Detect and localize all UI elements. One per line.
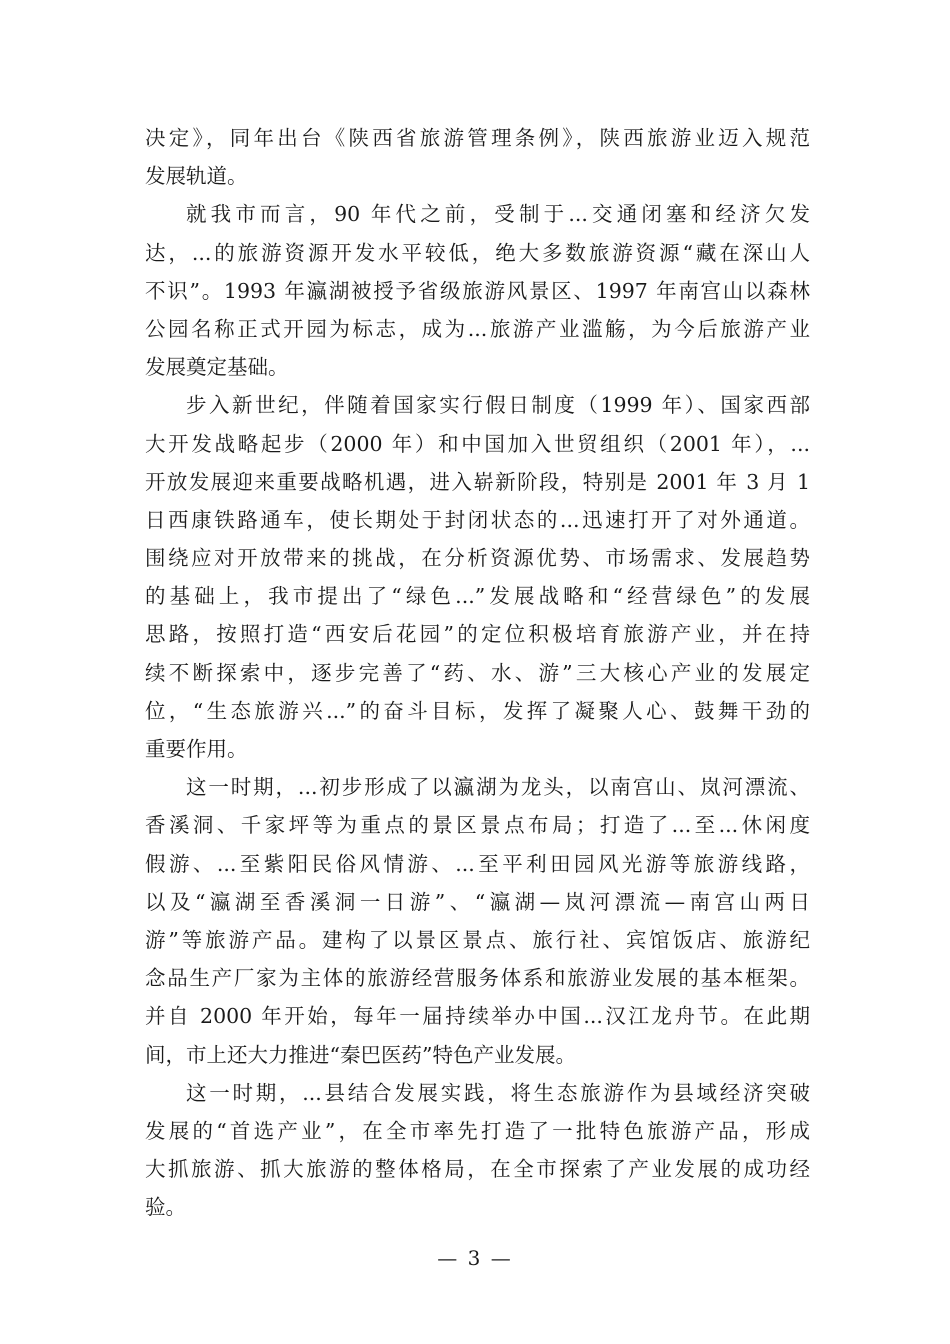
text-line: 验。 <box>145 1195 186 1220</box>
text-line: 发展的“首选产业”，在全市率先打造了一批特色旅游产品，形成 <box>145 1118 810 1143</box>
text-line: 香溪洞、千家坪等为重点的景区景点布局；打造了...至...休闲度 <box>145 813 810 838</box>
text-line: 不识”。1993 年瀛湖被授予省级旅游风景区、1997 年南宫山以森林 <box>145 278 810 303</box>
text-line: 步入新世纪，伴随着国家实行假日制度（1999 年）、国家西部 <box>186 393 810 418</box>
text-line: 公园名称正式开园为标志，成为...旅游产业滥觞，为今后旅游产业 <box>145 316 810 341</box>
text-line: 围绕应对开放带来的挑战，在分析资源优势、市场需求、发展趋势 <box>145 546 810 571</box>
text-line: 念品生产厂家为主体的旅游经营服务体系和旅游业发展的基本框架。 <box>145 966 810 991</box>
text-line: 这一时期，...县结合发展实践，将生态旅游作为县域经济突破 <box>186 1080 810 1105</box>
text-line: 间，市上还大力推进“秦巴医药”特色产业发展。 <box>145 1042 576 1067</box>
text-line: 开放发展迎来重要战略机遇，进入崭新阶段，特别是 2001 年 3 月 1 <box>145 469 810 494</box>
text-line: 位，“生态旅游兴...”的奋斗目标，发挥了凝聚人心、鼓舞干劲的 <box>145 698 810 723</box>
text-line: 的基础上，我市提出了“绿色...”发展战略和“经营绿色”的发展 <box>145 584 810 609</box>
text-line: 思路，按照打造“西安后花园”的定位积极培育旅游产业，并在持 <box>145 622 810 647</box>
text-line: 达，...的旅游资源开发水平较低，绝大多数旅游资源“藏在深山人 <box>145 240 810 265</box>
text-line: 就我市而言，90 年代之前，受制于...交通闭塞和经济欠发 <box>186 202 810 227</box>
text-line: 大开发战略起步（2000 年）和中国加入世贸组织（2001 年），... <box>145 431 810 456</box>
page-number: — 3 — <box>437 1246 513 1270</box>
text-line: 续不断探索中，逐步完善了“药、水、游”三大核心产业的发展定 <box>145 660 810 685</box>
text-line: 重要作用。 <box>145 737 248 761</box>
text-line: 发展轨道。 <box>145 164 248 189</box>
body-text <box>145 119 810 1226</box>
text-line: 假游、...至紫阳民俗风情游、...至平利田园风光游等旅游线路， <box>145 851 810 876</box>
text-line: 发展奠定基础。 <box>145 355 289 380</box>
text-line: 以及“瀛湖至香溪洞一日游”、“瀛湖—岚河漂流—南宫山两日 <box>145 889 810 914</box>
text-line: 游”等旅游产品。建构了以景区景点、旅行社、宾馆饭店、旅游纪 <box>145 927 810 952</box>
text-line: 大抓旅游、抓大旅游的整体格局，在全市探索了产业发展的成功经 <box>145 1157 810 1182</box>
text-line: 并自 2000 年开始，每年一届持续举办中国...汉江龙舟节。在此期 <box>145 1004 810 1029</box>
text-line: 这一时期，...初步形成了以瀛湖为龙头，以南宫山、岚河漂流、 <box>186 775 810 800</box>
text-line: 决定》，同年出台《陕西省旅游管理条例》，陕西旅游业迈入规范 <box>145 126 810 150</box>
text-line: 日西康铁路通车，使长期处于封闭状态的...迅速打开了对外通道。 <box>145 507 810 532</box>
